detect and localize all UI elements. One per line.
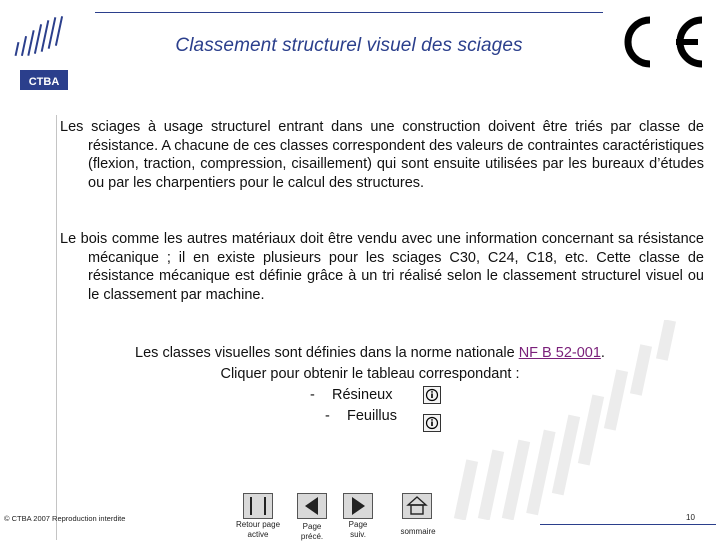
triangle-right-icon (343, 493, 373, 519)
title-rule (95, 12, 603, 13)
copyright-notice: © CTBA 2007 Reproduction interdite (4, 514, 126, 523)
previous-page-label: Page précé. (300, 522, 324, 541)
left-rule (56, 115, 57, 540)
summary-button[interactable] (402, 493, 432, 519)
resineux-item (310, 385, 392, 406)
paragraph-classes-resistance: Les sciages à usage structurel entrant dans une construction doivent être triés par classe de résistance. A chacune de ces classes correspondent des valeurs de contraintes caractéristiques (flexion, traction, compression, cisaillement) qui sont ensuite utilisées par les bureaux d’études ou par les charpentiers pour le calcul des structures. (60, 119, 704, 191)
info-icon (424, 387, 440, 403)
tableau-instruction: Cliquer pour obtenir le tableau correspondant : (220, 366, 520, 382)
page-title: Classement structurel visuel des sciages (175, 35, 523, 56)
norme-suffix: . (600, 345, 605, 361)
resineux-info-button[interactable] (423, 386, 441, 404)
summary-label: sommaire (400, 527, 436, 536)
next-page-label: Page suiv. (348, 520, 368, 539)
resineux-label: Résineux (332, 387, 393, 403)
bullet-dash: - (310, 387, 315, 403)
norme-link[interactable]: NF B 52-001 (518, 345, 601, 361)
triangle-left-icon (297, 493, 327, 519)
paragraph-resistance-mecanique: Le bois comme les autres matériaux doit être vendu avec une information concernant sa résistance mécanique ; il en existe plusieurs pour les sciages C30, C24, C18, etc. Cette classe de résistance mécanique est définie grâce à un tri réalisé selon le classement structurel visuel ou le classement par machine. (60, 231, 704, 303)
return-page-icon (243, 493, 273, 519)
next-page-button[interactable] (343, 493, 373, 519)
bullet-dash: - (325, 408, 330, 424)
ce-mark-icon (610, 14, 708, 70)
previous-page-button[interactable] (297, 493, 327, 519)
feuillus-label: Feuillus (347, 408, 397, 424)
feuillus-info-button[interactable] (423, 414, 441, 432)
logo-text: CTBA (28, 76, 60, 88)
info-icon (424, 415, 440, 431)
feuillus-item (325, 406, 397, 427)
page-number: 10 (686, 513, 695, 522)
norme-line (60, 343, 680, 364)
footer-rule (540, 524, 716, 525)
home-icon (402, 493, 432, 519)
ctba-logo (8, 8, 70, 96)
return-page-button[interactable] (243, 493, 273, 519)
norme-prefix: Les classes visuelles sont définies dans la norme nationale (135, 345, 519, 361)
return-page-label: Retour page active (235, 520, 281, 539)
